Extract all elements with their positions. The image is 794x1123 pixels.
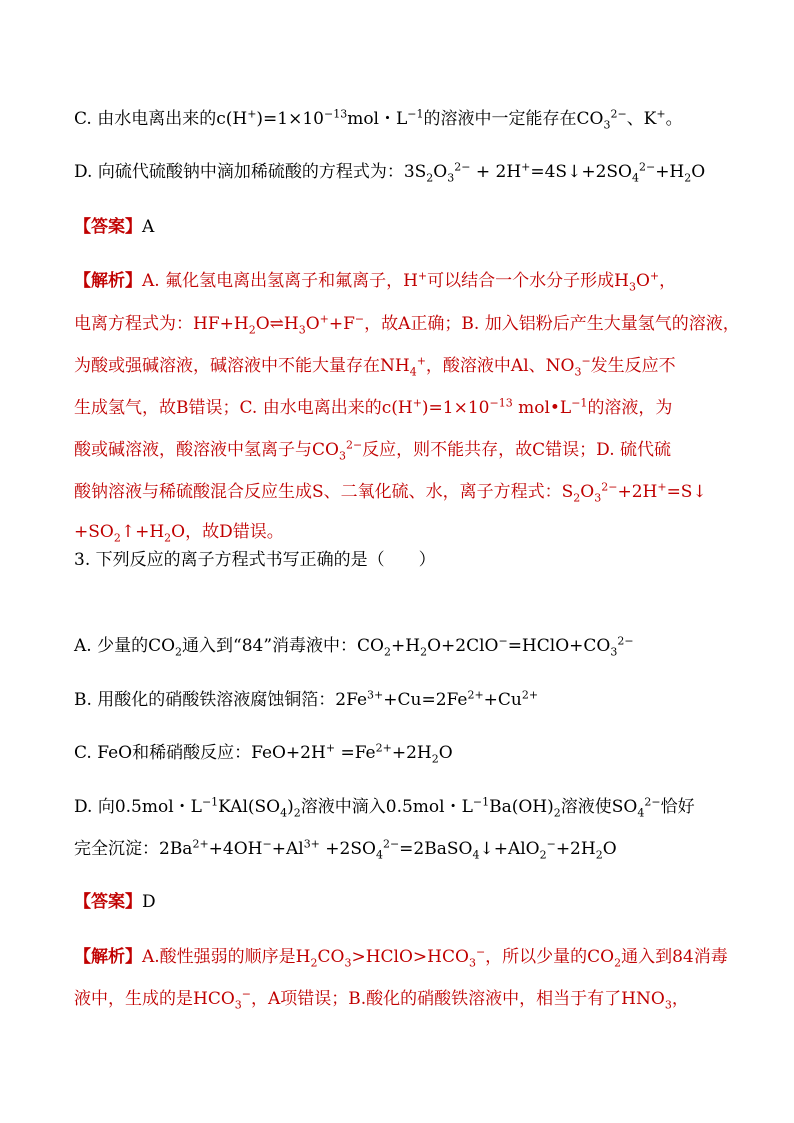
text-segment: ， xyxy=(659,271,677,291)
text-segment: =Fe xyxy=(335,743,376,763)
text-line xyxy=(74,354,676,378)
text-segment: 发生反应不 xyxy=(590,356,676,376)
text-segment: 2− xyxy=(638,160,656,174)
text-segment: 2 xyxy=(553,806,561,820)
text-line xyxy=(74,396,672,420)
text-line xyxy=(74,312,740,336)
text-segment: CO xyxy=(317,947,345,967)
text-segment: − xyxy=(241,987,251,1001)
text-segment: + xyxy=(319,312,329,326)
text-segment: 、K xyxy=(626,109,657,129)
text-segment: + xyxy=(657,480,667,494)
text-segment: =S↓ xyxy=(666,482,707,502)
text-segment: 2 xyxy=(384,645,391,659)
text-line xyxy=(74,215,154,239)
text-segment: + xyxy=(417,269,428,283)
text-segment: 溶液使SO xyxy=(560,797,638,817)
text-segment: 2+ xyxy=(192,837,209,851)
text-segment: 3 xyxy=(234,998,242,1012)
text-segment: ) xyxy=(287,797,294,817)
text-segment: ， xyxy=(671,989,689,1009)
text-segment: 2 xyxy=(426,171,434,185)
text-line xyxy=(74,269,676,293)
text-segment: ，所以少量的CO xyxy=(485,947,615,967)
text-segment: 2+ xyxy=(467,688,484,702)
text-line xyxy=(74,548,436,572)
text-segment: A. 氟化氢电离出氢离子和氟离子，H xyxy=(142,271,418,291)
text-segment: − xyxy=(262,837,272,851)
text-segment: 3 xyxy=(447,171,455,185)
text-line xyxy=(74,480,707,504)
text-segment: 恰好 xyxy=(660,797,695,817)
text-line xyxy=(74,438,671,462)
text-segment: ↑+H xyxy=(120,522,165,542)
text-segment: O xyxy=(602,839,617,859)
text-segment: − xyxy=(546,837,556,851)
text-segment: 反应，则不能共存，故C错误；D. 硫代硫 xyxy=(362,440,672,460)
text-line xyxy=(74,634,634,658)
text-segment: 2 xyxy=(595,848,603,862)
text-segment: 3 xyxy=(610,645,618,659)
text-segment: 。 xyxy=(665,109,683,129)
text-segment: A.酸性强弱的顺序是H xyxy=(142,947,311,967)
text-segment: D xyxy=(142,892,156,912)
text-segment: +4OH xyxy=(208,839,263,859)
text-segment: 4 xyxy=(631,171,639,185)
text-segment: 2 xyxy=(684,171,692,185)
text-segment: −1 xyxy=(472,795,490,809)
text-segment: 3 xyxy=(298,323,306,337)
text-segment: 的溶液中一定能存在CO xyxy=(423,109,604,129)
text-segment: 2− xyxy=(454,160,471,174)
text-segment: +F xyxy=(328,314,355,334)
text-segment: O xyxy=(433,162,448,182)
text-segment: ，A项错误；B.酸化的硝酸铁溶液中，相当于有了HNO xyxy=(251,989,665,1009)
text-segment: O+2ClO xyxy=(427,636,499,656)
text-segment: 2+ xyxy=(375,741,392,755)
text-segment: 的溶液，为 xyxy=(587,398,673,418)
text-segment: +Cu xyxy=(483,690,522,710)
text-segment: O⇌H xyxy=(255,314,299,334)
text-segment: =HClO+CO xyxy=(507,636,611,656)
text-segment: D. 向硫代硫酸钠中滴加稀硫酸的方程式为：3S xyxy=(74,162,427,182)
text-segment: 2− xyxy=(610,107,627,121)
text-segment: − xyxy=(498,634,508,648)
text-segment: 可以结合一个水分子形成H xyxy=(427,271,629,291)
text-segment: 4 xyxy=(472,848,480,862)
text-segment: 2 xyxy=(293,806,301,820)
text-segment: =4S↓+2SO xyxy=(530,162,632,182)
text-segment: O xyxy=(691,162,706,182)
text-line xyxy=(74,837,617,861)
text-segment: mol・L xyxy=(347,109,408,129)
text-segment: +2SO xyxy=(319,839,376,859)
text-segment: Ba(OH) xyxy=(489,797,554,817)
text-segment: 3 xyxy=(594,491,602,505)
text-segment: 3 xyxy=(338,449,346,463)
text-segment: 生成氢气，故B错误；C. 由水电离出来的c(H xyxy=(74,398,413,418)
text-line xyxy=(74,160,705,184)
text-line xyxy=(74,890,156,914)
text-segment: − xyxy=(354,312,365,326)
text-line xyxy=(74,107,683,131)
text-line xyxy=(74,688,538,712)
text-segment: + xyxy=(521,160,531,174)
text-segment: 2 xyxy=(164,531,172,545)
text-segment: 2 xyxy=(431,752,439,766)
text-segment: 3+ xyxy=(367,688,384,702)
text-segment: 【答案】 xyxy=(74,217,142,237)
text-segment: 【解析】 xyxy=(74,947,142,967)
text-segment: +Al xyxy=(271,839,304,859)
text-segment: )=1×10 xyxy=(256,109,324,129)
text-segment: ，酸溶液中Al、NO xyxy=(425,356,575,376)
text-segment: 2− xyxy=(601,480,618,494)
text-segment: 2 xyxy=(175,645,183,659)
text-segment: 2 xyxy=(420,645,428,659)
text-segment: 【答案】 xyxy=(74,892,142,912)
text-segment: 完全沉淀：2Ba xyxy=(74,839,193,859)
text-segment: 3 xyxy=(468,956,476,970)
text-segment: + 2H xyxy=(470,162,522,182)
text-segment: A xyxy=(142,217,155,237)
text-segment: 【解析】 xyxy=(74,271,142,291)
text-segment: +H xyxy=(391,636,421,656)
text-segment: mol•L xyxy=(512,398,572,418)
text-segment: 2− xyxy=(617,634,634,648)
text-segment: 2 xyxy=(539,848,547,862)
text-segment: )=1×10 xyxy=(421,398,490,418)
text-segment: O xyxy=(635,271,650,291)
text-segment: 2 xyxy=(113,531,121,545)
text-segment: O xyxy=(438,743,453,763)
text-segment: >HClO>HCO xyxy=(351,947,469,967)
text-segment: +Cu=2Fe xyxy=(383,690,468,710)
text-segment: + xyxy=(325,741,336,755)
text-segment: C. FeO和稀硝酸反应：FeO+2H xyxy=(74,743,326,763)
text-segment: + xyxy=(247,107,257,121)
text-segment: − xyxy=(475,945,486,959)
text-segment: D. 向0.5mol・L xyxy=(74,797,202,817)
text-segment: C. 由水电离出来的c(H xyxy=(74,109,248,129)
text-segment: 4 xyxy=(637,806,645,820)
text-segment: +2H xyxy=(391,743,432,763)
text-segment: 为酸或强碱溶液，碱溶液中不能大量存在NH xyxy=(74,356,410,376)
text-segment: 2− xyxy=(644,795,661,809)
text-segment: ↓+AlO xyxy=(479,839,540,859)
text-segment: 2 xyxy=(614,956,622,970)
text-segment: B. 用酸化的硝酸铁溶液腐蚀铜箔：2Fe xyxy=(74,690,368,710)
text-segment: −1 xyxy=(201,795,219,809)
text-segment: 3. 下列反应的离子方程式书写正确的是（ ） xyxy=(74,550,436,570)
text-segment: 3 xyxy=(344,956,352,970)
text-segment: 2+ xyxy=(521,688,539,702)
text-segment: 2 xyxy=(310,956,318,970)
text-segment: 酸钠溶液与稀硫酸混合反应生成S、二氧化硫、水，离子方程式：S xyxy=(74,482,574,502)
text-segment: 通入到“84”消毒液中：CO xyxy=(182,636,384,656)
text-line xyxy=(74,945,728,969)
text-segment: + xyxy=(412,396,422,410)
text-segment: 溶液中滴入0.5mol・L xyxy=(300,797,473,817)
text-segment: −1 xyxy=(571,396,588,410)
text-segment: 3 xyxy=(628,280,636,294)
text-segment: + xyxy=(649,269,660,283)
text-segment: + xyxy=(416,354,426,368)
text-segment: −13 xyxy=(489,396,513,410)
text-segment: 4 xyxy=(280,806,288,820)
text-segment: 酸或碱溶液，酸溶液中氢离子与CO xyxy=(74,440,339,460)
text-segment: +2H xyxy=(617,482,658,502)
text-segment: 4 xyxy=(375,848,383,862)
text-line xyxy=(74,987,689,1011)
text-segment: +2H xyxy=(555,839,596,859)
text-segment: 电离方程式为：HF+H xyxy=(74,314,249,334)
text-segment: 液中，生成的是HCO xyxy=(74,989,235,1009)
text-line xyxy=(74,795,695,819)
text-segment: 通入到84消毒 xyxy=(621,947,728,967)
text-segment: 3 xyxy=(603,118,611,132)
text-segment: O xyxy=(580,482,595,502)
text-segment: 3 xyxy=(664,998,672,1012)
text-segment: 2 xyxy=(573,491,581,505)
text-line xyxy=(74,741,453,765)
text-segment: +H xyxy=(655,162,685,182)
text-line xyxy=(74,520,284,544)
text-segment: KAl(SO xyxy=(218,797,281,817)
text-segment: −13 xyxy=(323,107,348,121)
text-segment: 2− xyxy=(382,837,400,851)
text-segment: −1 xyxy=(407,107,424,121)
text-segment: A. 少量的CO xyxy=(74,636,176,656)
text-segment: =2BaSO xyxy=(399,839,473,859)
text-segment: 2− xyxy=(345,438,363,452)
text-segment: O，故D错误。 xyxy=(171,522,284,542)
text-segment: + xyxy=(656,107,666,121)
text-segment: 3 xyxy=(574,365,582,379)
text-segment: +SO xyxy=(74,522,114,542)
text-segment: ，故A正确；B. 加入铝粉后产生大量氢气的溶液， xyxy=(364,314,740,334)
text-segment: − xyxy=(581,354,591,368)
text-segment: 3+ xyxy=(303,837,320,851)
text-segment: O xyxy=(305,314,320,334)
text-segment: 2 xyxy=(248,323,256,337)
text-segment: 4 xyxy=(409,365,417,379)
